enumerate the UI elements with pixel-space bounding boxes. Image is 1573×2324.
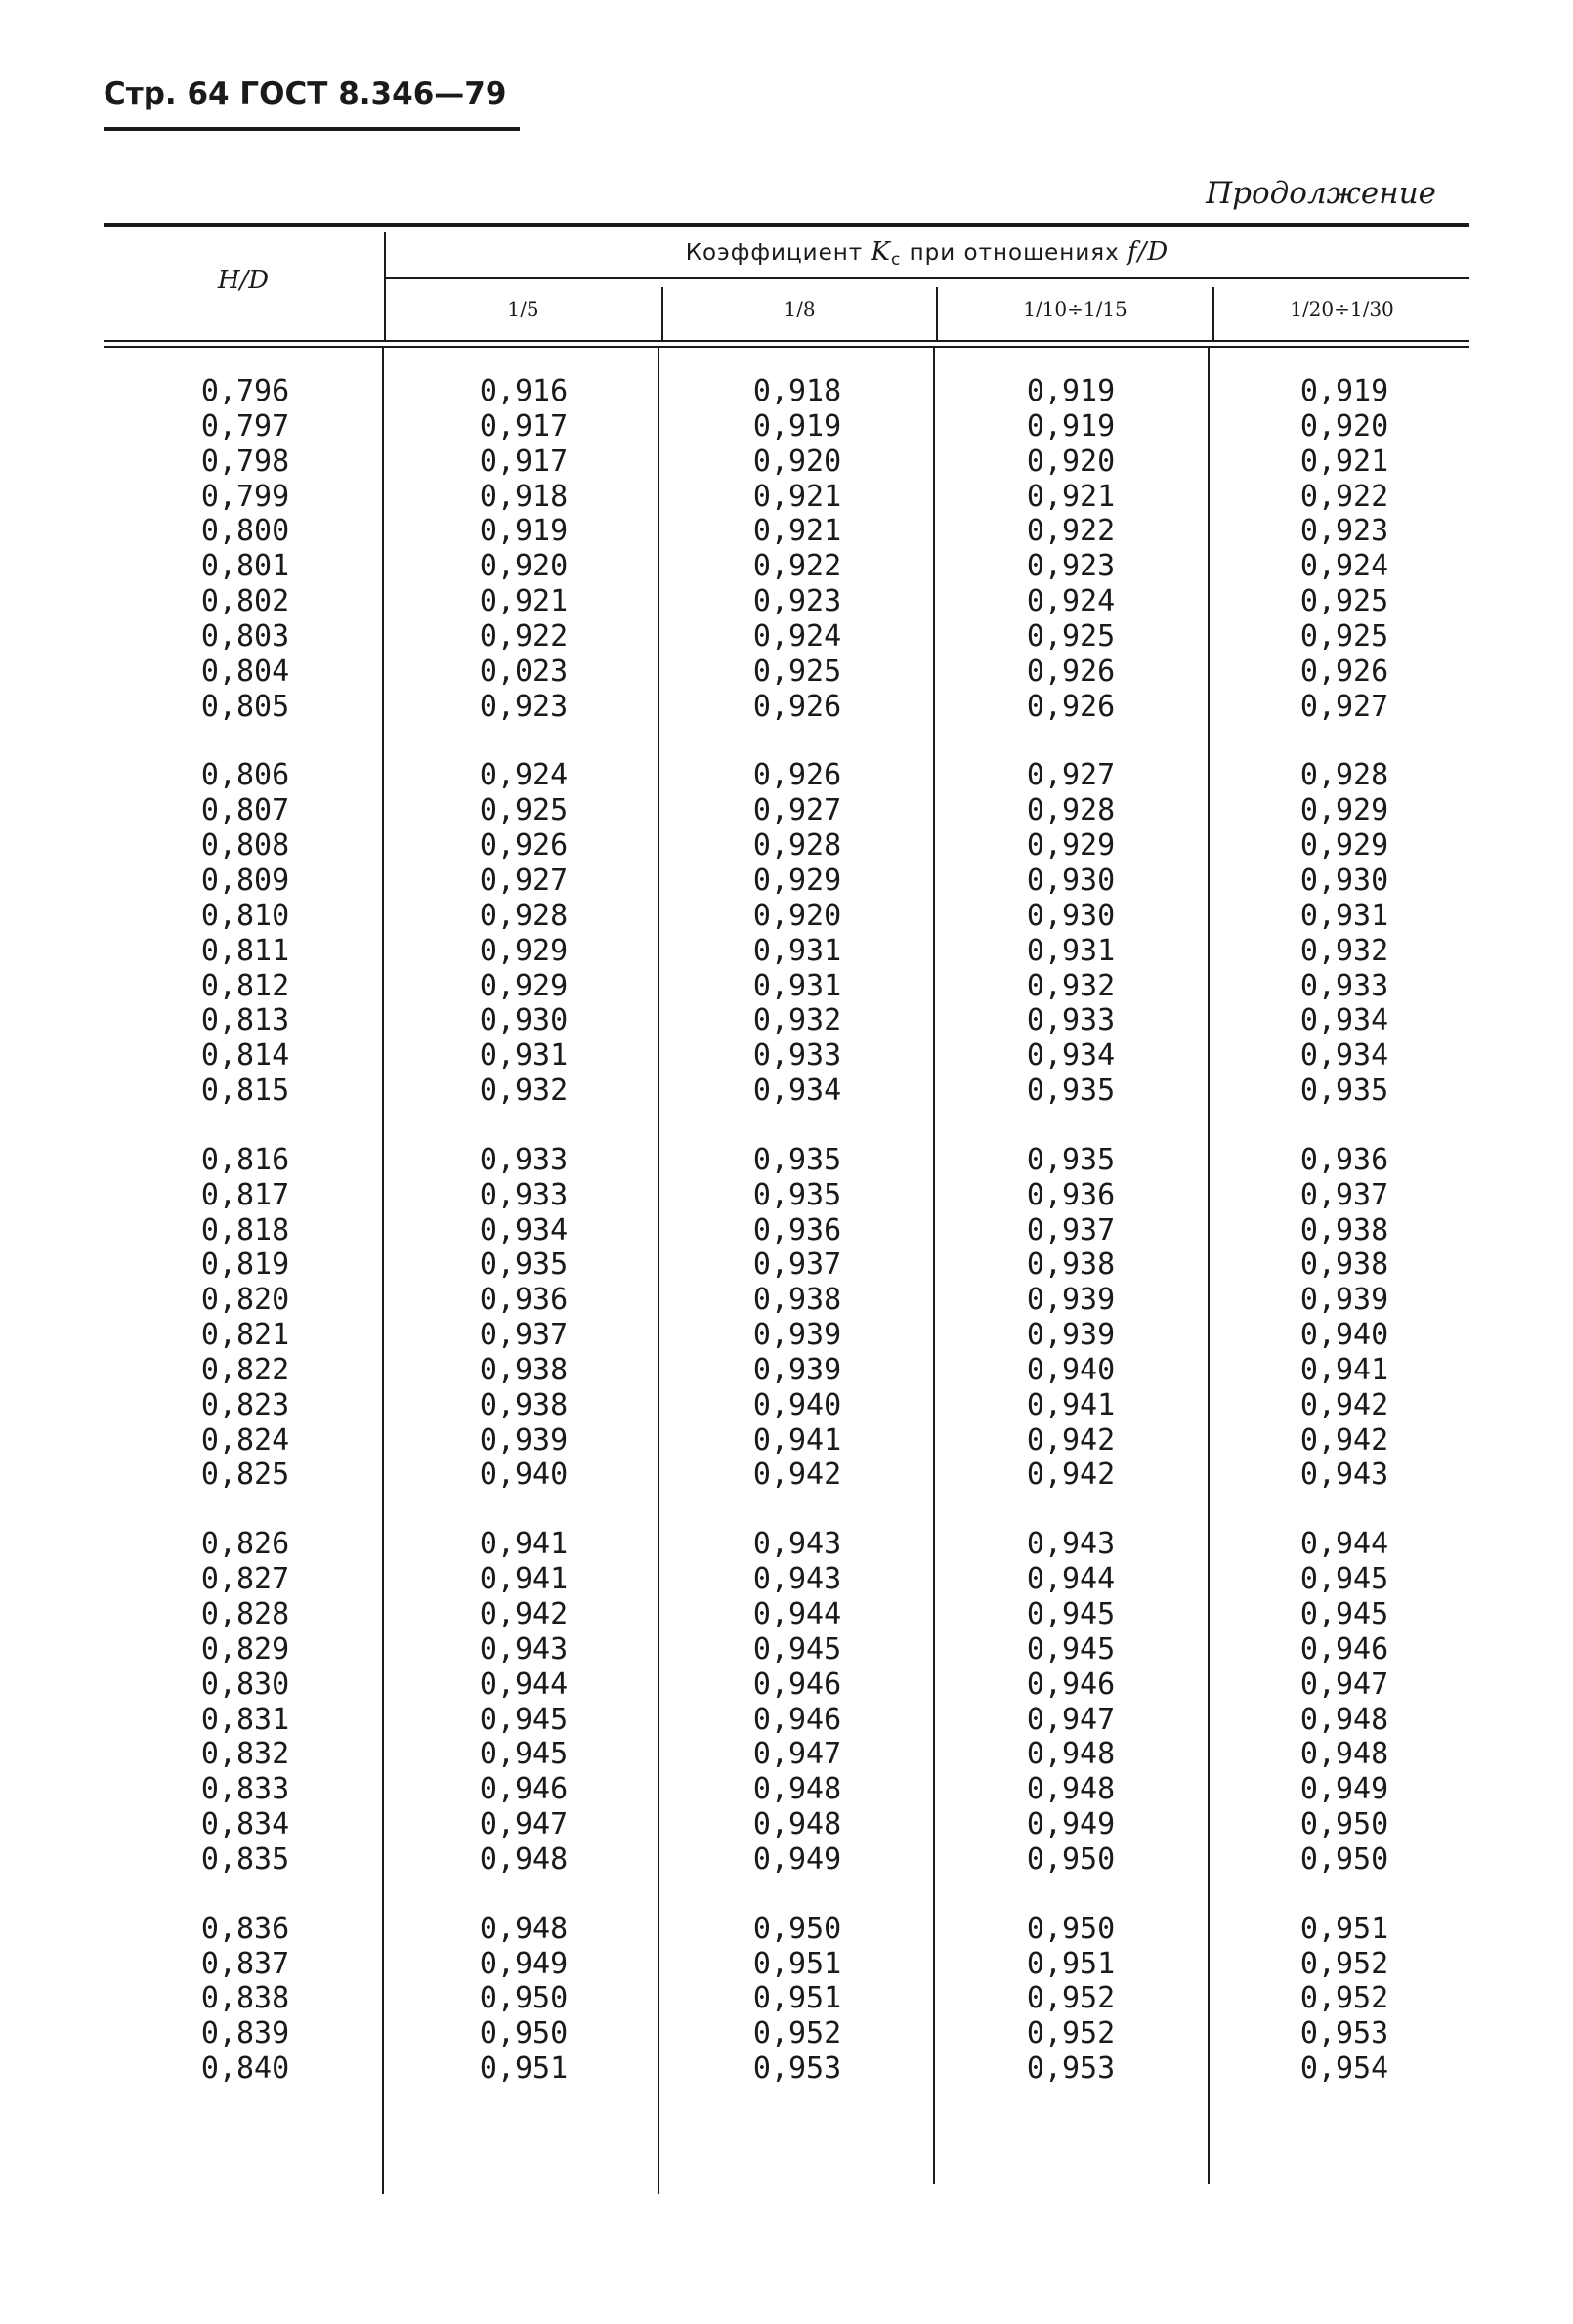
coefficient-cell: 0,937 bbox=[752, 1247, 842, 1283]
page-header-rule bbox=[104, 127, 520, 131]
coefficient-cell: 0,941 bbox=[479, 1562, 569, 1597]
coefficient-cell: 0,935 bbox=[1026, 1074, 1116, 1109]
row-hd-value: 0,810 bbox=[200, 898, 290, 933]
row-hd-value: 0,827 bbox=[200, 1562, 290, 1597]
row-group bbox=[152, 1527, 338, 1877]
coefficient-cell: 0,937 bbox=[1026, 1212, 1116, 1247]
coefficient-cell: 0,931 bbox=[752, 968, 842, 1003]
group-header-k: K bbox=[871, 237, 891, 267]
coefficient-cell: 0,946 bbox=[752, 1702, 842, 1737]
coefficient-cell: 0,930 bbox=[479, 1003, 569, 1038]
row-group bbox=[973, 1912, 1169, 2087]
coefficient-cell: 0,922 bbox=[752, 549, 842, 584]
coefficient-cell: 0,937 bbox=[1299, 1177, 1389, 1212]
coefficient-cell: 0,932 bbox=[752, 1003, 842, 1038]
row-hd-value: 0,826 bbox=[200, 1527, 290, 1562]
coefficient-cell: 0,946 bbox=[1026, 1667, 1116, 1702]
row-group bbox=[1247, 758, 1442, 1108]
coefficient-cell: 0,919 bbox=[1299, 374, 1389, 408]
coefficient-cell: 0,934 bbox=[1299, 1038, 1389, 1074]
row-hd-value: 0,797 bbox=[200, 408, 290, 444]
row-hd-value: 0,837 bbox=[200, 1946, 290, 1981]
row-hd-value: 0,819 bbox=[200, 1247, 290, 1283]
coefficient-cell: 0,931 bbox=[1026, 933, 1116, 968]
column-divider bbox=[382, 348, 384, 2194]
coefficient-cell: 0,950 bbox=[1299, 1841, 1389, 1877]
coefficient-cell: 0,925 bbox=[1299, 618, 1389, 654]
coefficient-cell: 0,932 bbox=[1026, 968, 1116, 1003]
row-hd-value: 0,824 bbox=[200, 1422, 290, 1458]
coefficient-cell: 0,935 bbox=[752, 1177, 842, 1212]
coefficient-cell: 0,949 bbox=[479, 1946, 569, 1981]
row-group bbox=[152, 374, 338, 724]
coefficient-cell: 0,927 bbox=[752, 793, 842, 828]
subcolumn-header: 1/10÷1/15 bbox=[1023, 297, 1127, 320]
row-hd-value: 0,821 bbox=[200, 1318, 290, 1353]
coefficient-cell: 0,947 bbox=[1026, 1702, 1116, 1737]
coefficient-cell: 0,920 bbox=[752, 444, 842, 479]
row-group bbox=[426, 758, 621, 1108]
row-hd-value: 0,836 bbox=[200, 1911, 290, 1946]
coefficient-cell: 0,944 bbox=[479, 1667, 569, 1702]
row-hd-value: 0,798 bbox=[200, 444, 290, 479]
coefficient-cell: 0,952 bbox=[1026, 1981, 1116, 2016]
page-header bbox=[104, 76, 520, 135]
row-hd-value: 0,823 bbox=[200, 1387, 290, 1422]
coefficient-cell: 0,938 bbox=[1299, 1212, 1389, 1247]
coefficient-cell: 0,922 bbox=[1299, 479, 1389, 514]
coefficient-cell: 0,929 bbox=[1299, 828, 1389, 864]
coefficient-cell: 0,934 bbox=[752, 1074, 842, 1109]
row-hd-value: 0,835 bbox=[200, 1841, 290, 1877]
row-group bbox=[700, 1143, 895, 1493]
coefficient-cell: 0,945 bbox=[1026, 1597, 1116, 1631]
coefficient-cell: 0,945 bbox=[1299, 1562, 1389, 1597]
coefficient-cell: 0,938 bbox=[1026, 1247, 1116, 1283]
coefficient-cell: 0,023 bbox=[479, 654, 569, 689]
coefficient-cell: 0,953 bbox=[1026, 2051, 1116, 2087]
coefficient-cell: 0,936 bbox=[752, 1212, 842, 1247]
coefficient-cell: 0,921 bbox=[1299, 444, 1389, 479]
coefficient-cell: 0,941 bbox=[752, 1422, 842, 1458]
row-hd-value: 0,808 bbox=[200, 828, 290, 864]
coefficient-cell: 0,945 bbox=[1026, 1631, 1116, 1667]
coefficient-cell: 0,919 bbox=[479, 514, 569, 549]
row-group bbox=[426, 1143, 621, 1493]
coefficient-cell: 0,929 bbox=[479, 968, 569, 1003]
subcolumn-header: 1/5 bbox=[507, 297, 539, 320]
coefficient-cell: 0,938 bbox=[479, 1352, 569, 1387]
row-hd-value: 0,834 bbox=[200, 1807, 290, 1842]
coefficient-cell: 0,948 bbox=[1026, 1772, 1116, 1807]
continuation-label: Продолжение bbox=[1206, 176, 1436, 211]
coefficient-cell: 0,935 bbox=[752, 1142, 842, 1177]
subcolumn-header: 1/20÷1/30 bbox=[1290, 297, 1394, 320]
coefficient-cell: 0,934 bbox=[1299, 1003, 1389, 1038]
coefficient-cell: 0,952 bbox=[1299, 1946, 1389, 1981]
coefficient-cell: 0,921 bbox=[479, 584, 569, 619]
coefficient-cell: 0,936 bbox=[479, 1283, 569, 1318]
coefficient-cell: 0,948 bbox=[752, 1772, 842, 1807]
coefficient-cell: 0,937 bbox=[479, 1318, 569, 1353]
coefficient-cell: 0,922 bbox=[479, 618, 569, 654]
row-group bbox=[700, 758, 895, 1108]
coefficient-cell: 0,924 bbox=[479, 758, 569, 793]
coefficient-cell: 0,923 bbox=[752, 584, 842, 619]
column-divider bbox=[1208, 348, 1210, 2184]
coefficient-cell: 0,942 bbox=[1026, 1458, 1116, 1493]
coefficient-cell: 0,939 bbox=[752, 1318, 842, 1353]
coefficient-cell: 0,939 bbox=[1026, 1283, 1116, 1318]
row-hd-value: 0,814 bbox=[200, 1038, 290, 1074]
coefficient-cell: 0,928 bbox=[752, 828, 842, 864]
coefficient-cell: 0,932 bbox=[1299, 933, 1389, 968]
coefficient-cell: 0,945 bbox=[1299, 1597, 1389, 1631]
coefficient-cell: 0,922 bbox=[1026, 514, 1116, 549]
coefficient-cell: 0,925 bbox=[752, 654, 842, 689]
row-group bbox=[426, 374, 621, 724]
coefficient-cell: 0,943 bbox=[1299, 1458, 1389, 1493]
coefficient-cell: 0,921 bbox=[1026, 479, 1116, 514]
coefficient-cell: 0,929 bbox=[752, 863, 842, 898]
coefficient-cell: 0,948 bbox=[479, 1911, 569, 1946]
coefficient-cell: 0,950 bbox=[752, 1911, 842, 1946]
coefficient-cell: 0,948 bbox=[1026, 1737, 1116, 1772]
coefficient-cell: 0,938 bbox=[752, 1283, 842, 1318]
coefficient-cell: 0,948 bbox=[1299, 1737, 1389, 1772]
coefficient-cell: 0,939 bbox=[479, 1422, 569, 1458]
row-group bbox=[152, 758, 338, 1108]
coefficient-cell: 0,938 bbox=[1299, 1247, 1389, 1283]
row-group bbox=[426, 1912, 621, 2087]
coefficient-cell: 0,945 bbox=[479, 1737, 569, 1772]
coefficient-cell: 0,951 bbox=[1026, 1946, 1116, 1981]
coefficient-cell: 0,921 bbox=[752, 479, 842, 514]
coefficient-cell: 0,950 bbox=[479, 1981, 569, 2016]
coefficient-cell: 0,949 bbox=[752, 1841, 842, 1877]
coefficient-cell: 0,934 bbox=[479, 1212, 569, 1247]
coefficient-cell: 0,943 bbox=[752, 1562, 842, 1597]
coefficient-cell: 0,935 bbox=[1299, 1074, 1389, 1109]
coefficient-cell: 0,931 bbox=[479, 1038, 569, 1074]
coefficient-cell: 0,943 bbox=[752, 1527, 842, 1562]
table-top-rule bbox=[104, 223, 1469, 227]
coefficient-cell: 0,952 bbox=[1299, 1981, 1389, 2016]
row-hd-value: 0,811 bbox=[200, 933, 290, 968]
row-hd-value: 0,802 bbox=[200, 584, 290, 619]
row-group bbox=[152, 1912, 338, 2087]
column-header-hd: H/D bbox=[217, 266, 270, 295]
coefficient-cell: 0,928 bbox=[1026, 793, 1116, 828]
coefficient-cell: 0,939 bbox=[1299, 1283, 1389, 1318]
row-hd-value: 0,839 bbox=[200, 2016, 290, 2051]
coefficient-cell: 0,925 bbox=[1299, 584, 1389, 619]
row-hd-value: 0,830 bbox=[200, 1667, 290, 1702]
header-bottom-rule-1 bbox=[104, 340, 1469, 342]
coefficient-cell: 0,947 bbox=[752, 1737, 842, 1772]
coefficient-cell: 0,931 bbox=[1299, 898, 1389, 933]
row-hd-value: 0,840 bbox=[200, 2051, 290, 2087]
row-hd-value: 0,796 bbox=[200, 374, 290, 408]
group-header-prefix: Коэффициент bbox=[685, 240, 864, 266]
coefficient-cell: 0,940 bbox=[1299, 1318, 1389, 1353]
coefficient-cell: 0,932 bbox=[479, 1074, 569, 1109]
coefficient-cell: 0,946 bbox=[479, 1772, 569, 1807]
row-group bbox=[426, 1527, 621, 1877]
coefficient-cell: 0,933 bbox=[479, 1142, 569, 1177]
coefficient-cell: 0,916 bbox=[479, 374, 569, 408]
coefficient-cell: 0,941 bbox=[1026, 1387, 1116, 1422]
coefficient-cell: 0,953 bbox=[752, 2051, 842, 2087]
coefficient-cell: 0,942 bbox=[1299, 1422, 1389, 1458]
coefficient-cell: 0,925 bbox=[1026, 618, 1116, 654]
row-group bbox=[973, 374, 1169, 724]
coefficient-cell: 0,923 bbox=[1026, 549, 1116, 584]
coefficient-cell: 0,919 bbox=[1026, 374, 1116, 408]
coefficient-cell: 0,950 bbox=[1026, 1841, 1116, 1877]
coefficient-cell: 0,928 bbox=[1299, 758, 1389, 793]
row-hd-value: 0,816 bbox=[200, 1142, 290, 1177]
row-hd-value: 0,809 bbox=[200, 863, 290, 898]
coefficient-cell: 0,948 bbox=[1299, 1702, 1389, 1737]
coefficient-cell: 0,929 bbox=[1026, 828, 1116, 864]
coefficient-cell: 0,927 bbox=[479, 863, 569, 898]
row-hd-value: 0,799 bbox=[200, 479, 290, 514]
coefficient-cell: 0,944 bbox=[1026, 1562, 1116, 1597]
coefficient-cell: 0,952 bbox=[1026, 2016, 1116, 2051]
column-1-10-1-15-values bbox=[973, 374, 1169, 2121]
column-1-5-values bbox=[426, 374, 621, 2121]
coefficient-cell: 0,918 bbox=[752, 374, 842, 408]
coefficient-cell: 0,918 bbox=[479, 479, 569, 514]
coefficient-cell: 0,947 bbox=[479, 1807, 569, 1842]
coefficient-cell: 0,934 bbox=[1026, 1038, 1116, 1074]
row-hd-value: 0,833 bbox=[200, 1772, 290, 1807]
coefficient-cell: 0,942 bbox=[1026, 1422, 1116, 1458]
coefficient-cell: 0,940 bbox=[479, 1458, 569, 1493]
coefficient-cell: 0,928 bbox=[479, 898, 569, 933]
row-hd-value: 0,838 bbox=[200, 1981, 290, 2016]
coefficient-cell: 0,927 bbox=[1299, 689, 1389, 724]
coefficient-cell: 0,927 bbox=[1026, 758, 1116, 793]
coefficient-cell: 0,921 bbox=[752, 514, 842, 549]
coefficient-cell: 0,950 bbox=[1299, 1807, 1389, 1842]
coefficient-cell: 0,943 bbox=[1026, 1527, 1116, 1562]
row-group bbox=[1247, 1527, 1442, 1877]
coefficient-cell: 0,942 bbox=[1299, 1387, 1389, 1422]
coefficient-cell: 0,929 bbox=[1299, 793, 1389, 828]
row-hd-value: 0,820 bbox=[200, 1283, 290, 1318]
coefficient-cell: 0,933 bbox=[1299, 968, 1389, 1003]
column-hd-values bbox=[152, 374, 338, 2121]
group-header-k-subscript: с bbox=[890, 250, 902, 270]
coefficient-cell: 0,938 bbox=[479, 1387, 569, 1422]
coefficient-cell: 0,942 bbox=[479, 1597, 569, 1631]
coefficient-cell: 0,941 bbox=[1299, 1352, 1389, 1387]
coefficient-cell: 0,949 bbox=[1026, 1807, 1116, 1842]
coefficient-cell: 0,946 bbox=[1299, 1631, 1389, 1667]
group-header-rule bbox=[385, 277, 1469, 279]
coefficient-cell: 0,951 bbox=[752, 1981, 842, 2016]
coefficient-cell: 0,945 bbox=[479, 1702, 569, 1737]
row-hd-value: 0,815 bbox=[200, 1074, 290, 1109]
coefficient-cell: 0,929 bbox=[479, 933, 569, 968]
coefficient-cell: 0,953 bbox=[1299, 2016, 1389, 2051]
row-hd-value: 0,832 bbox=[200, 1737, 290, 1772]
coefficient-cell: 0,933 bbox=[1026, 1003, 1116, 1038]
column-1-8-values bbox=[700, 374, 895, 2121]
row-hd-value: 0,812 bbox=[200, 968, 290, 1003]
coefficient-cell: 0,940 bbox=[1026, 1352, 1116, 1387]
row-hd-value: 0,806 bbox=[200, 758, 290, 793]
coefficient-cell: 0,936 bbox=[1299, 1142, 1389, 1177]
row-hd-value: 0,817 bbox=[200, 1177, 290, 1212]
coefficient-cell: 0,917 bbox=[479, 444, 569, 479]
group-header-middle: при отношениях bbox=[909, 240, 1120, 266]
coefficient-cell: 0,919 bbox=[752, 408, 842, 444]
column-divider bbox=[933, 348, 935, 2184]
coefficient-cell: 0,917 bbox=[479, 408, 569, 444]
column-divider bbox=[658, 348, 659, 2194]
coefficient-cell: 0,933 bbox=[479, 1177, 569, 1212]
row-hd-value: 0,801 bbox=[200, 549, 290, 584]
coefficient-cell: 0,923 bbox=[479, 689, 569, 724]
coefficient-cell: 0,947 bbox=[1299, 1667, 1389, 1702]
coefficient-cell: 0,926 bbox=[752, 689, 842, 724]
coefficient-cell: 0,950 bbox=[1026, 1911, 1116, 1946]
coefficient-cell: 0,954 bbox=[1299, 2051, 1389, 2087]
row-hd-value: 0,829 bbox=[200, 1631, 290, 1667]
row-group bbox=[700, 374, 895, 724]
coefficient-cell: 0,930 bbox=[1299, 863, 1389, 898]
coefficient-cell: 0,924 bbox=[1026, 584, 1116, 619]
coefficient-cell: 0,925 bbox=[479, 793, 569, 828]
row-hd-value: 0,831 bbox=[200, 1702, 290, 1737]
row-group bbox=[973, 1527, 1169, 1877]
row-hd-value: 0,818 bbox=[200, 1212, 290, 1247]
coefficient-cell: 0,926 bbox=[1026, 689, 1116, 724]
coefficient-cell: 0,926 bbox=[752, 758, 842, 793]
coefficient-cell: 0,919 bbox=[1026, 408, 1116, 444]
coefficient-cell: 0,945 bbox=[752, 1631, 842, 1667]
coefficient-cell: 0,940 bbox=[752, 1387, 842, 1422]
coefficient-cell: 0,931 bbox=[752, 933, 842, 968]
coefficient-cell: 0,920 bbox=[1299, 408, 1389, 444]
coefficient-cell: 0,951 bbox=[479, 2051, 569, 2087]
row-group bbox=[700, 1527, 895, 1877]
coefficient-cell: 0,941 bbox=[479, 1527, 569, 1562]
row-group bbox=[973, 758, 1169, 1108]
coefficient-cell: 0,951 bbox=[752, 1946, 842, 1981]
coefficient-cell: 0,939 bbox=[752, 1352, 842, 1387]
group-header-fd: f/D bbox=[1127, 237, 1169, 267]
coefficient-cell: 0,946 bbox=[752, 1667, 842, 1702]
coefficient-cell: 0,948 bbox=[479, 1841, 569, 1877]
coefficient-cell: 0,949 bbox=[1299, 1772, 1389, 1807]
row-hd-value: 0,822 bbox=[200, 1352, 290, 1387]
row-group bbox=[973, 1143, 1169, 1493]
coefficient-cell: 0,939 bbox=[1026, 1318, 1116, 1353]
row-group bbox=[700, 1912, 895, 2087]
coefficient-cell: 0,935 bbox=[1026, 1142, 1116, 1177]
coefficient-cell: 0,920 bbox=[752, 898, 842, 933]
coefficient-cell: 0,942 bbox=[752, 1458, 842, 1493]
coefficient-cell: 0,944 bbox=[1299, 1527, 1389, 1562]
row-hd-value: 0,813 bbox=[200, 1003, 290, 1038]
row-hd-value: 0,805 bbox=[200, 689, 290, 724]
row-hd-value: 0,807 bbox=[200, 793, 290, 828]
coefficient-cell: 0,948 bbox=[752, 1807, 842, 1842]
coefficient-cell: 0,933 bbox=[752, 1038, 842, 1074]
row-hd-value: 0,804 bbox=[200, 654, 290, 689]
coefficient-cell: 0,951 bbox=[1299, 1911, 1389, 1946]
coefficient-cell: 0,935 bbox=[479, 1247, 569, 1283]
coefficient-cell: 0,923 bbox=[1299, 514, 1389, 549]
coefficient-cell: 0,943 bbox=[479, 1631, 569, 1667]
coefficient-cell: 0,930 bbox=[1026, 863, 1116, 898]
row-hd-value: 0,825 bbox=[200, 1458, 290, 1493]
header-bottom-rule-2 bbox=[104, 346, 1469, 348]
coefficient-cell: 0,926 bbox=[1026, 654, 1116, 689]
coefficient-cell: 0,926 bbox=[479, 828, 569, 864]
group-header bbox=[385, 237, 1469, 270]
coefficient-cell: 0,920 bbox=[479, 549, 569, 584]
coefficient-cell: 0,930 bbox=[1026, 898, 1116, 933]
row-group bbox=[1247, 374, 1442, 724]
coefficient-cell: 0,936 bbox=[1026, 1177, 1116, 1212]
row-hd-value: 0,800 bbox=[200, 514, 290, 549]
row-hd-value: 0,828 bbox=[200, 1597, 290, 1631]
coefficient-cell: 0,924 bbox=[752, 618, 842, 654]
coefficient-cell: 0,950 bbox=[479, 2016, 569, 2051]
subcolumn-header: 1/8 bbox=[784, 297, 816, 320]
coefficient-cell: 0,944 bbox=[752, 1597, 842, 1631]
coefficient-cell: 0,952 bbox=[752, 2016, 842, 2051]
page-header-text: Стр. 64 ГОСТ 8.346—79 bbox=[104, 76, 507, 111]
row-hd-value: 0,803 bbox=[200, 618, 290, 654]
coefficient-table bbox=[104, 223, 1469, 2176]
row-group bbox=[1247, 1912, 1442, 2087]
coefficient-cell: 0,920 bbox=[1026, 444, 1116, 479]
column-1-20-1-30-values bbox=[1247, 374, 1442, 2121]
row-group bbox=[152, 1143, 338, 1493]
coefficient-cell: 0,924 bbox=[1299, 549, 1389, 584]
row-group bbox=[1247, 1143, 1442, 1493]
coefficient-cell: 0,926 bbox=[1299, 654, 1389, 689]
